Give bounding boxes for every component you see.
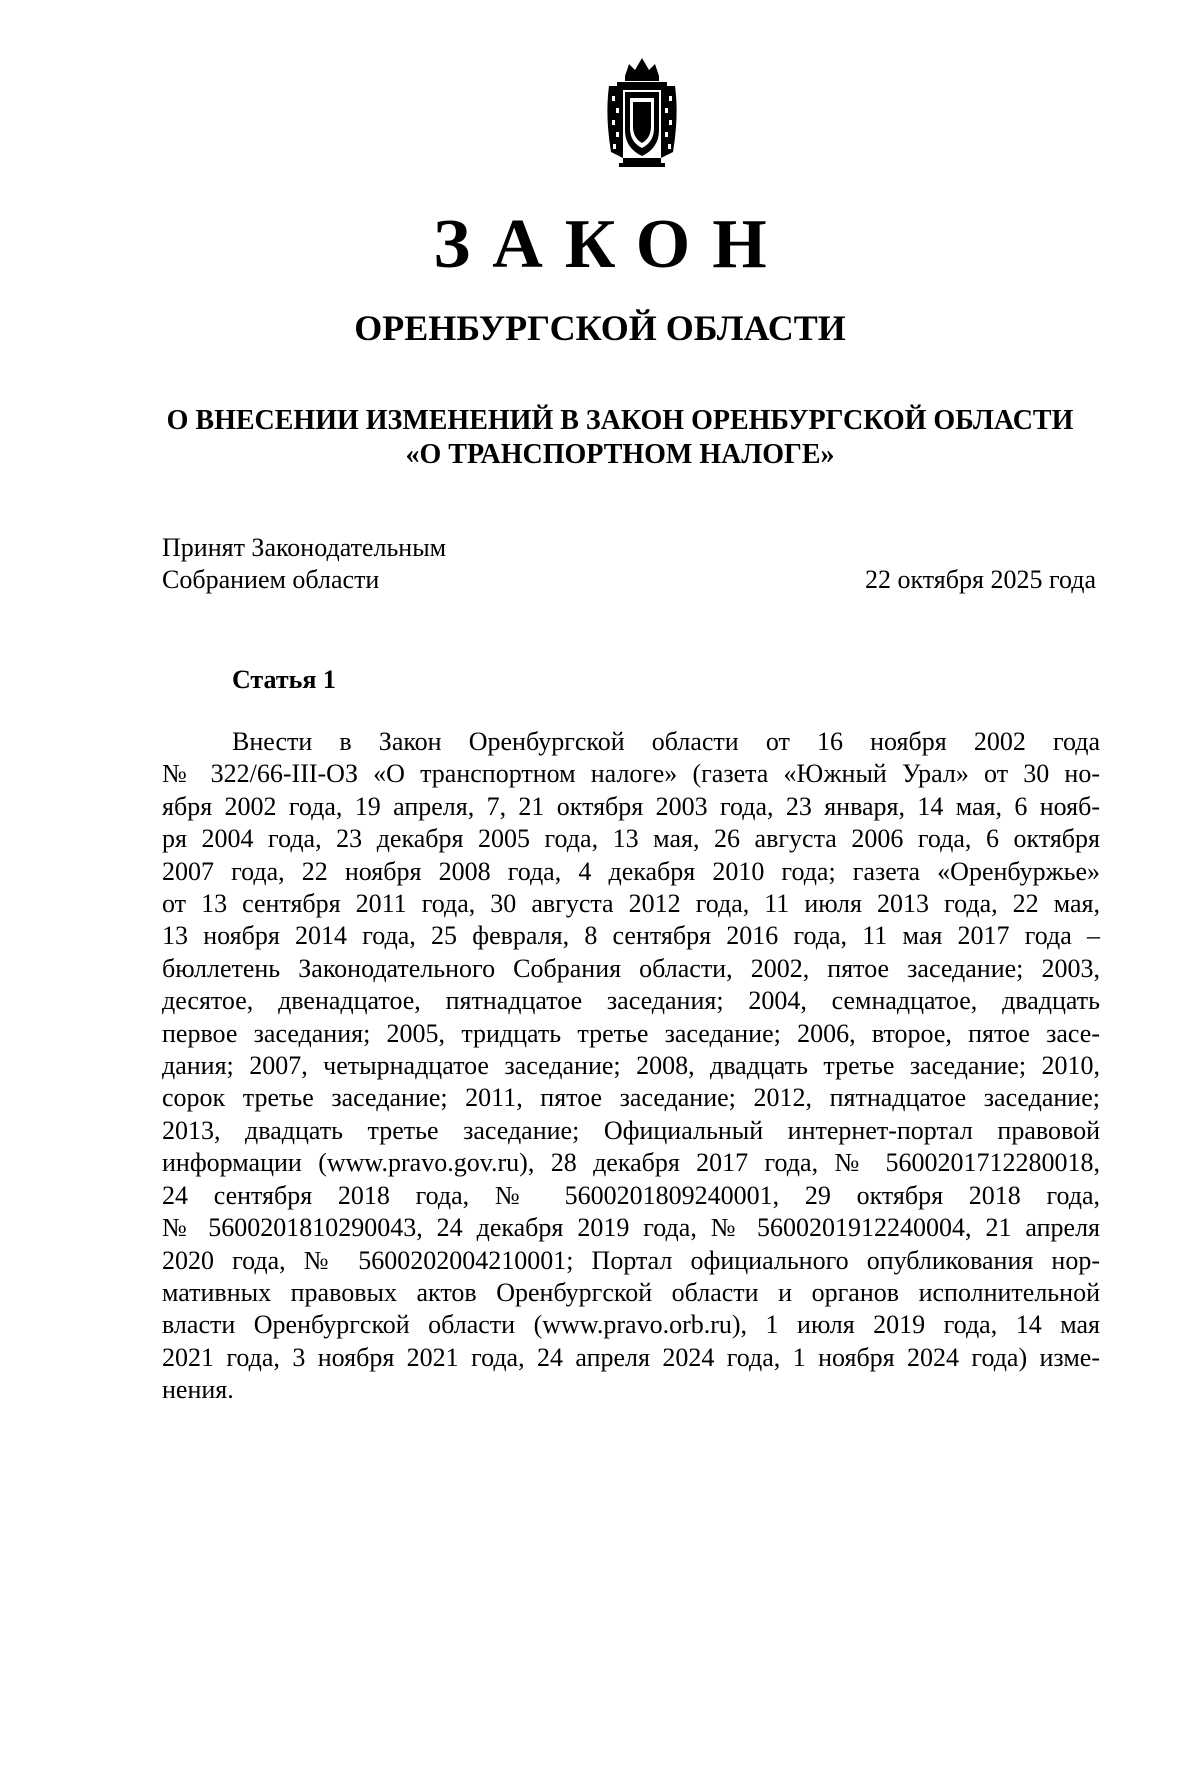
article-line: первое заседания; 2005, тридцать третье заседание; 2006, второе, пятое засе- [162, 1018, 1100, 1048]
article-body [162, 726, 1100, 1407]
article-line: десятое, двенадцатое, пятнадцатое заседания; 2004, семнадцатое, двадцать [162, 986, 1100, 1016]
article-line: ря 2004 года, 23 декабря 2005 года, 13 мая, 26 августа 2006 года, 6 октября [162, 824, 1100, 854]
article-line: 2013, двадцать третье заседание; Официальный интернет-портал правовой [162, 1115, 1100, 1145]
article-line: от 13 сентября 2011 года, 30 августа 2012 года, 11 июля 2013 года, 22 мая, [162, 889, 1100, 919]
law-subject-line: О ВНЕСЕНИИ ИЗМЕНЕНИЙ В ЗАКОН ОРЕНБУРГСКОЙ ОБЛАСТИ [166, 405, 1074, 436]
region-name: ОРЕНБУРГСКОЙ ОБЛАСТИ [354, 308, 846, 348]
article-line: нения. [162, 1375, 234, 1405]
adoption-statement [162, 532, 446, 596]
article-line: дания; 2007, четырнадцатое заседание; 2008, двадцать третье заседание; 2010, [162, 1051, 1100, 1081]
article-line: информации (www.pravo.gov.ru), 28 декабря 2017 года, № 5600201712280018, [162, 1148, 1100, 1178]
article-line: власти Оренбургской области (www.pravo.orb.ru), 1 июля 2019 года, 14 мая [162, 1310, 1100, 1340]
article-line: № 5600201810290043, 24 декабря 2019 года, № 5600201912240004, 21 апреля [162, 1213, 1100, 1243]
article-line: № 322/66-III-ОЗ «О транспортном налоге» (газета «Южный Урал» от 30 но- [162, 759, 1100, 789]
law-subject-line: «О ТРАНСПОРТНОМ НАЛОГЕ» [405, 439, 835, 470]
article-line: 2021 года, 3 ноября 2021 года, 24 апреля 2024 года, 1 ноября 2024 года) изме- [162, 1342, 1100, 1372]
adoption-line: Принят Законодательным [162, 533, 447, 562]
article-line: мативных правовых актов Оренбургской области и органов исполнительной [162, 1277, 1100, 1307]
article-line: бюллетень Законодательного Собрания области, 2002, пятое заседание; 2003, [162, 953, 1100, 983]
article-line: 24 сентября 2018 года, № 5600201809240001, 29 октября 2018 года, [162, 1180, 1100, 1210]
article-line: ября 2002 года, 19 апреля, 7, 21 октября 2003 года, 23 января, 14 мая, 6 нояб- [162, 791, 1100, 821]
article-line: сорок третье заседание; 2011, пятое заседание; 2012, пятнадцатое заседание; [162, 1083, 1100, 1113]
coat-of-arms-icon [603, 56, 681, 168]
article-line: Внести в Закон Оренбургской области от 16 ноября 2002 года [232, 727, 1100, 756]
article-line: 2007 года, 22 ноября 2008 года, 4 декабря 2010 года; газета «Оренбуржье» [162, 856, 1100, 886]
article-line: 2020 года, № 5600202004210001; Портал официального опубликования нор- [162, 1245, 1100, 1275]
law-subject [120, 404, 1120, 472]
adoption-line: Собранием области [162, 565, 380, 594]
law-title: ЗАКОН [433, 206, 789, 283]
article-line: 13 ноября 2014 года, 25 февраля, 8 сентября 2016 года, 11 мая 2017 года – [162, 921, 1100, 951]
article-heading: Статья 1 [232, 665, 336, 694]
adoption-date: 22 октября 2025 года [865, 565, 1096, 594]
